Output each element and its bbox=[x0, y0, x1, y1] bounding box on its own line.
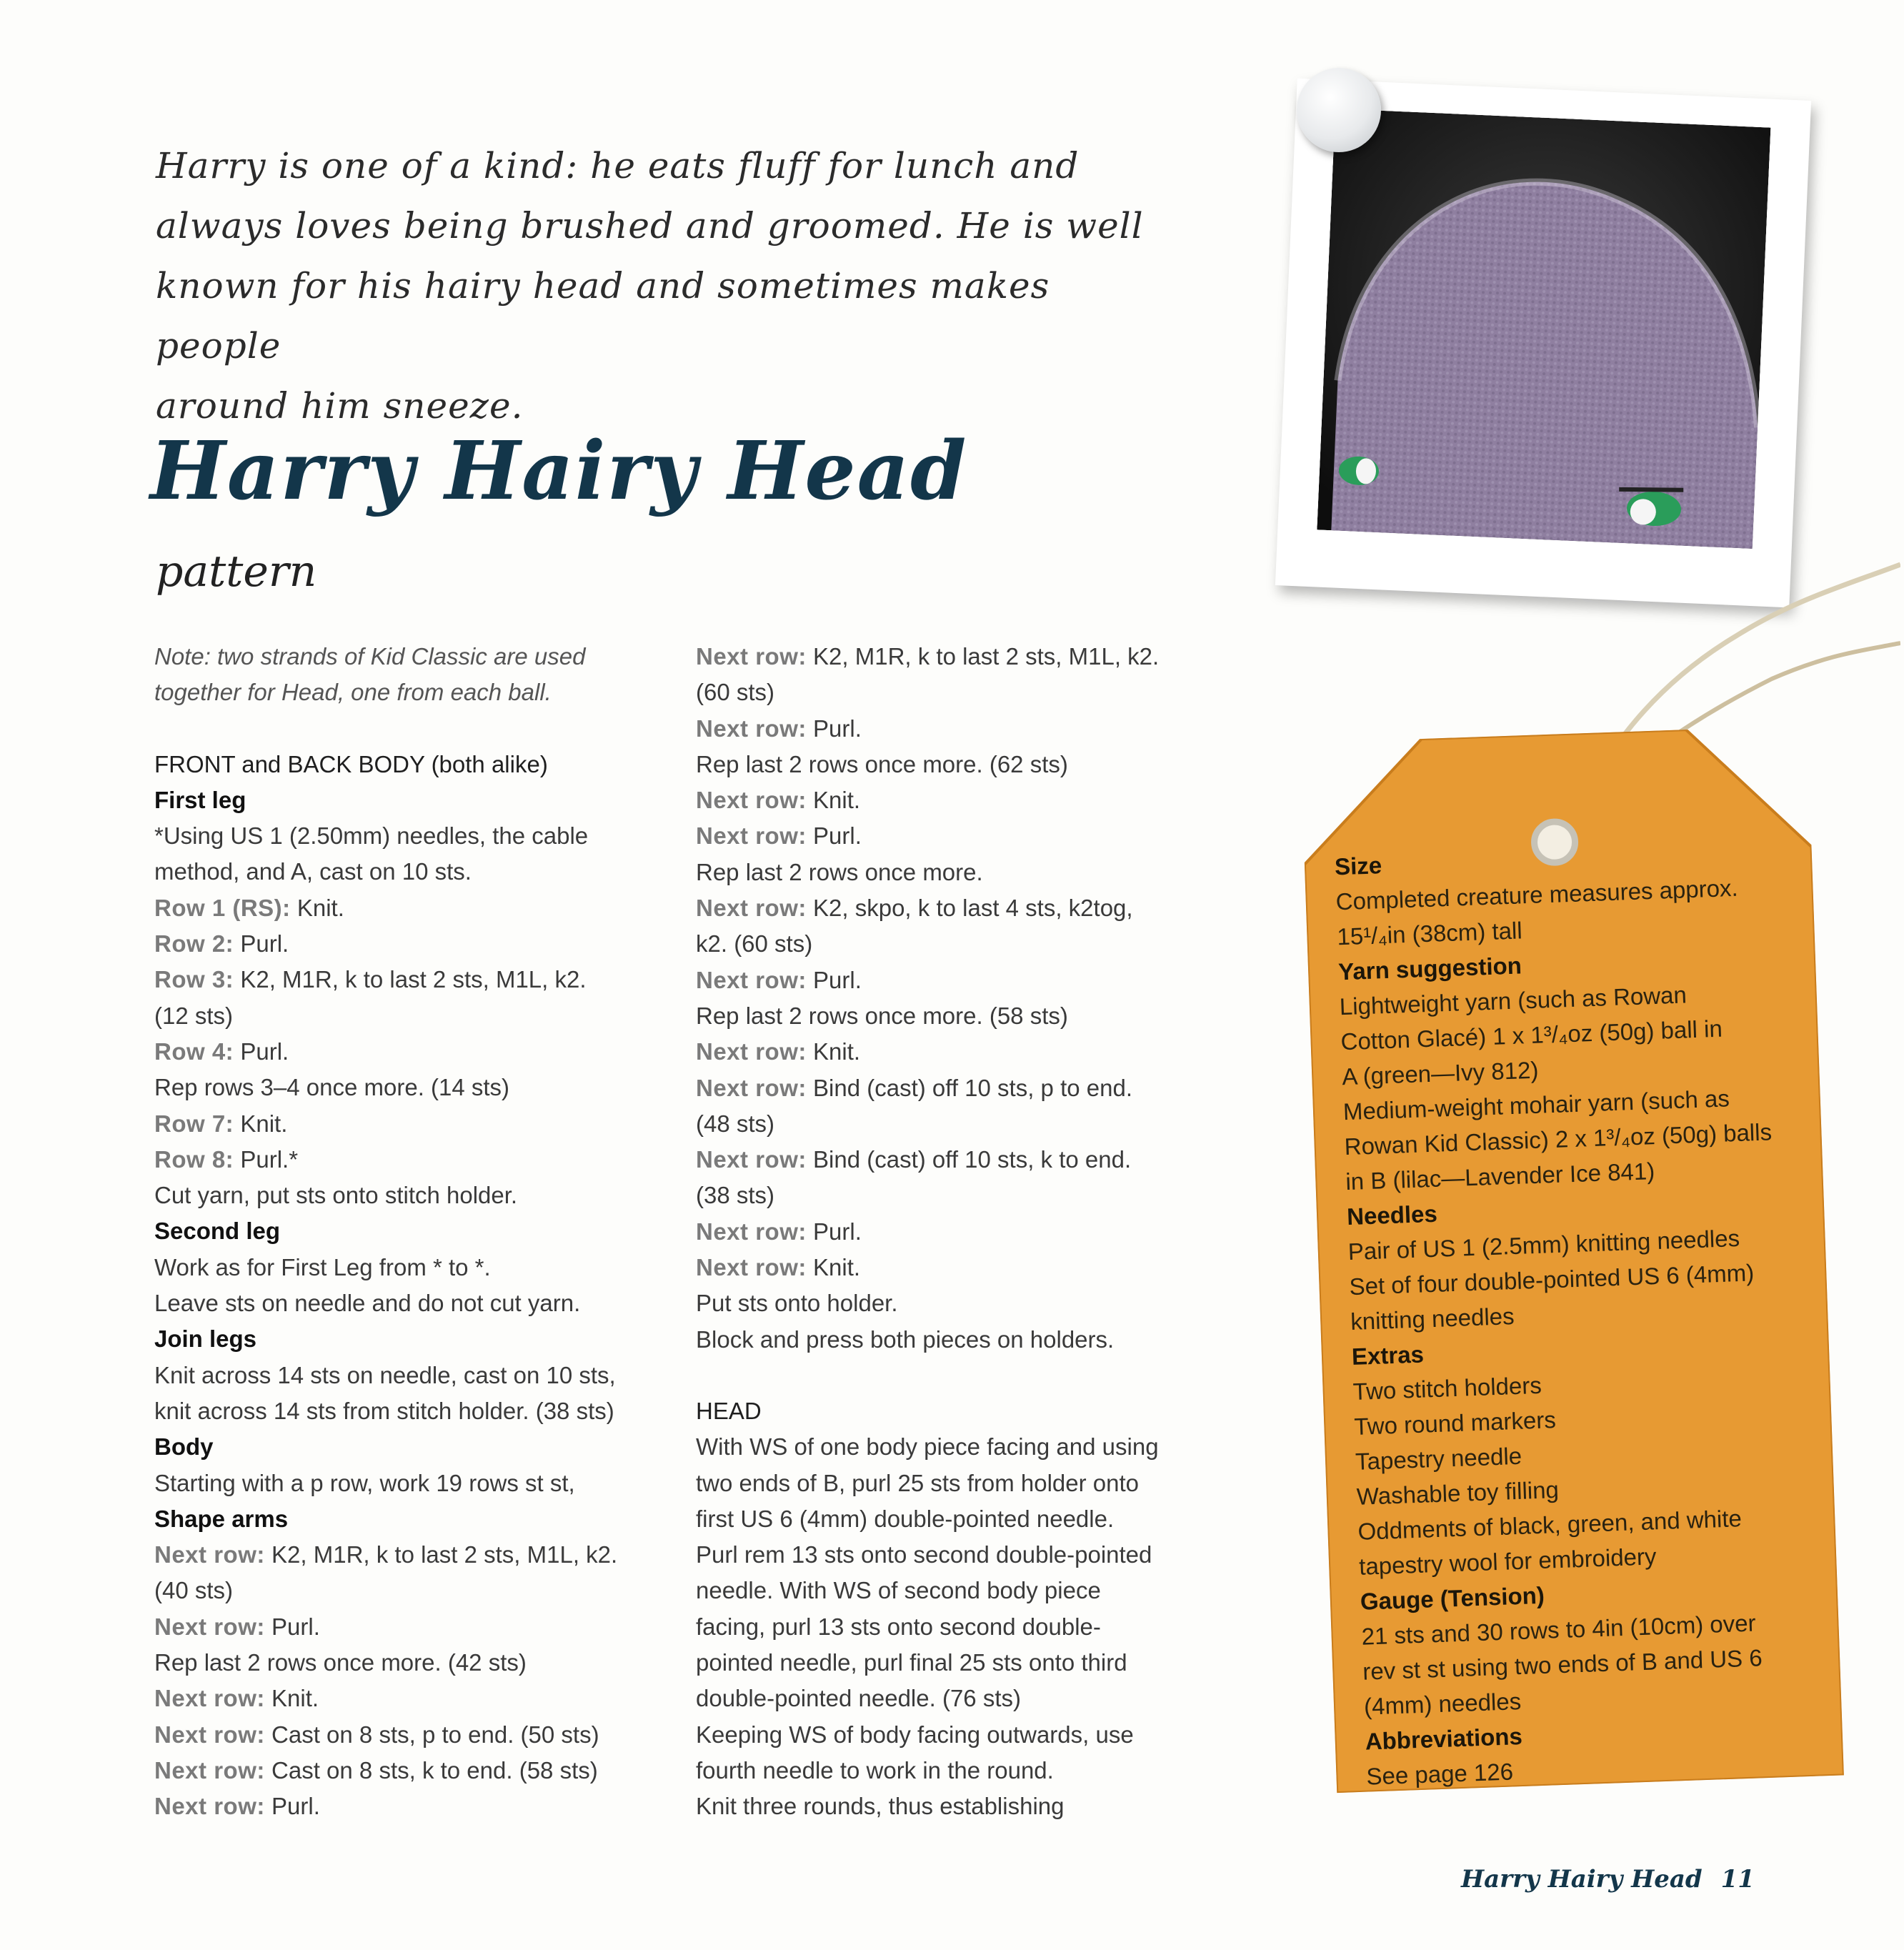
instruction-line bbox=[696, 1429, 1217, 1465]
row-text: Knit. bbox=[264, 1685, 319, 1712]
row-text: Purl rem 13 sts onto second double-pointed bbox=[696, 1541, 1152, 1568]
row-label: Next row: bbox=[696, 1038, 807, 1065]
row-label: Next row: bbox=[696, 822, 807, 850]
row-text: FRONT and BACK BODY (both alike) bbox=[154, 750, 548, 777]
instruction-line bbox=[696, 782, 1217, 818]
instruction-line bbox=[154, 1358, 676, 1393]
spacer bbox=[696, 1358, 1217, 1393]
instruction-line bbox=[696, 1142, 1217, 1178]
row-text: method, and A, cast on 10 sts. bbox=[154, 858, 472, 885]
tag-heading: Needles bbox=[1346, 1200, 1438, 1230]
instruction-line bbox=[696, 1034, 1217, 1070]
instruction-line bbox=[696, 1537, 1217, 1573]
row-label: Next row: bbox=[154, 1541, 265, 1568]
row-text: Join legs bbox=[154, 1325, 257, 1353]
spacer bbox=[154, 711, 676, 747]
instruction-line bbox=[696, 1789, 1217, 1824]
instruction-line bbox=[696, 1681, 1217, 1716]
row-label: Row 3: bbox=[154, 966, 234, 993]
instruction-line bbox=[696, 1322, 1217, 1358]
row-text: Starting with a p row, work 19 rows st st, bbox=[154, 1469, 575, 1496]
row-text: (40 sts) bbox=[154, 1577, 234, 1604]
row-text: Rep last 2 rows once more. (42 sts) bbox=[154, 1649, 527, 1676]
row-text: Block and press both pieces on holders. bbox=[696, 1325, 1115, 1353]
tag-line: tapestry wool for embroidery bbox=[1358, 1543, 1658, 1580]
row-text: Purl. bbox=[806, 715, 862, 742]
instruction-line bbox=[154, 1285, 676, 1321]
instructions-column-2 bbox=[696, 639, 1217, 1825]
row-label: Next row: bbox=[154, 1721, 265, 1748]
row-text: Body bbox=[154, 1433, 214, 1461]
row-text: two ends of B, purl 25 sts from holder onto bbox=[696, 1469, 1139, 1496]
tag-heading: Abbreviations bbox=[1365, 1723, 1523, 1755]
row-label: Row 4: bbox=[154, 1038, 234, 1065]
row-text: double-pointed needle. (76 sts) bbox=[696, 1685, 1021, 1712]
pattern-title: Harry Hairy Head bbox=[150, 424, 968, 518]
row-text: Knit. bbox=[806, 1038, 861, 1065]
row-text: Purl. bbox=[264, 1613, 320, 1640]
page-number: 11 bbox=[1720, 1865, 1755, 1894]
row-label: Next row: bbox=[154, 1613, 265, 1640]
row-text: Purl. bbox=[806, 1218, 862, 1245]
row-label: Next row: bbox=[154, 1685, 265, 1712]
tag-line: See page 126 bbox=[1365, 1758, 1514, 1790]
tag-line: in B (lilac—Lavender Ice 841) bbox=[1345, 1158, 1655, 1195]
tag-heading: Extras bbox=[1351, 1340, 1425, 1370]
tag-line: (4mm) needles bbox=[1363, 1688, 1522, 1720]
tag-line: Pair of US 1 (2.5mm) knitting needles bbox=[1347, 1224, 1740, 1265]
row-text: K2, M1R, k to last 2 sts, M1L, k2. bbox=[264, 1541, 618, 1568]
footer-title: Harry Hairy Head bbox=[1461, 1865, 1703, 1894]
instruction-line bbox=[696, 747, 1217, 782]
instruction-line bbox=[696, 1609, 1217, 1645]
instruction-line bbox=[154, 639, 676, 675]
instruction-line bbox=[696, 1214, 1217, 1250]
row-text: Purl. bbox=[806, 966, 862, 993]
row-label: Next row: bbox=[696, 966, 807, 993]
tag-line: Set of four double-pointed US 6 (4mm) bbox=[1348, 1259, 1755, 1300]
instruction-line bbox=[696, 1501, 1217, 1537]
instruction-line bbox=[696, 998, 1217, 1034]
instruction-line bbox=[696, 890, 1217, 926]
row-text: Knit. bbox=[290, 894, 344, 921]
row-text: Leave sts on needle and do not cut yarn. bbox=[154, 1290, 581, 1317]
row-label: Next row: bbox=[696, 895, 807, 922]
tag-line: Completed creature measures approx. bbox=[1335, 874, 1739, 915]
row-text: Purl. bbox=[234, 930, 289, 957]
tag-line: Lightweight yarn (such as Rowan bbox=[1339, 981, 1688, 1020]
section-heading bbox=[154, 1429, 676, 1465]
intro-line: always loves being brushed and groomed. He is well bbox=[156, 205, 1144, 247]
row-text: Purl. bbox=[806, 822, 862, 850]
row-text: First leg bbox=[154, 786, 246, 813]
row-text: Purl. bbox=[234, 1038, 289, 1065]
instruction-line bbox=[154, 1393, 676, 1429]
row-text: Shape arms bbox=[154, 1505, 289, 1532]
tag-line: Washable toy filling bbox=[1356, 1476, 1560, 1510]
row-text: Cut yarn, put sts onto stitch holder. bbox=[154, 1182, 518, 1209]
tag-line: A (green—Ivy 812) bbox=[1341, 1056, 1539, 1090]
instruction-line bbox=[696, 855, 1217, 890]
tag-line: Two stitch holders bbox=[1352, 1371, 1542, 1405]
instructions-column-1 bbox=[154, 639, 676, 1825]
instruction-line bbox=[154, 998, 676, 1034]
row-text: (38 sts) bbox=[696, 1182, 775, 1209]
row-text: first US 6 (4mm) double-pointed needle. bbox=[696, 1505, 1115, 1532]
row-label: Next row: bbox=[696, 1254, 807, 1281]
row-label: Next row: bbox=[154, 1793, 265, 1820]
instruction-line bbox=[696, 639, 1217, 675]
tag-line: Tapestry needle bbox=[1355, 1442, 1522, 1475]
row-text: k2. (60 sts) bbox=[696, 930, 813, 957]
row-label: Row 1 (RS): bbox=[154, 894, 291, 921]
row-text: fourth needle to work in the round. bbox=[696, 1756, 1054, 1784]
instruction-line bbox=[154, 1034, 676, 1070]
intro-text bbox=[156, 136, 1170, 436]
row-text: Work as for First Leg from * to *. bbox=[154, 1253, 491, 1280]
tag-line: Rowan Kid Classic) 2 x 1³/₄oz (50g) balls bbox=[1344, 1118, 1773, 1160]
instruction-line bbox=[696, 818, 1217, 854]
instruction-line bbox=[154, 890, 676, 926]
harry-head-illustration bbox=[1317, 109, 1770, 549]
instruction-line bbox=[154, 926, 676, 962]
row-text: Cast on 8 sts, p to end. (50 sts) bbox=[264, 1721, 599, 1748]
section-heading bbox=[154, 782, 676, 818]
row-text: Note: two strands of Kid Classic are used bbox=[154, 643, 586, 670]
intro-line: known for his hairy head and sometimes makes people bbox=[156, 265, 1050, 367]
row-text: Rep last 2 rows once more. (62 sts) bbox=[696, 750, 1068, 777]
instruction-line bbox=[154, 1466, 676, 1501]
row-label: Next row: bbox=[696, 643, 807, 670]
tag-heading: Yarn suggestion bbox=[1337, 952, 1522, 985]
row-text: Keeping WS of body facing outwards, use bbox=[696, 1721, 1134, 1748]
tag-line: rev st st using two ends of B and US 6 bbox=[1362, 1644, 1763, 1685]
row-text: pointed needle, purl final 25 sts onto third bbox=[696, 1649, 1127, 1676]
row-text: Knit across 14 sts on needle, cast on 10 sts, bbox=[154, 1361, 616, 1388]
tag-line: Cotton Glacé) 1 x 1³/₄oz (50g) ball in bbox=[1340, 1015, 1723, 1055]
section-heading bbox=[154, 1213, 676, 1249]
row-text: K2, skpo, k to last 4 sts, k2tog, bbox=[806, 895, 1133, 922]
row-text: Knit. bbox=[806, 787, 861, 814]
row-text: (60 sts) bbox=[696, 679, 775, 706]
tag-heading: Size bbox=[1334, 852, 1382, 880]
pushpin-icon bbox=[1297, 68, 1381, 152]
instruction-line bbox=[696, 1573, 1217, 1608]
tag-content bbox=[1334, 833, 1824, 1794]
instruction-line bbox=[696, 1466, 1217, 1501]
row-label: Next row: bbox=[696, 1074, 807, 1101]
row-text: Put sts onto holder. bbox=[696, 1290, 898, 1317]
row-text: Rep rows 3–4 once more. (14 sts) bbox=[154, 1074, 510, 1101]
row-text: knit across 14 sts from stitch holder. (38 sts) bbox=[154, 1397, 614, 1424]
instruction-line bbox=[696, 1070, 1217, 1106]
row-label: Next row: bbox=[696, 1146, 807, 1173]
tag-line: knitting needles bbox=[1350, 1303, 1515, 1335]
part-heading bbox=[154, 747, 676, 782]
row-text: (12 sts) bbox=[154, 1002, 234, 1029]
instruction-line bbox=[154, 1753, 676, 1789]
row-text: Knit. bbox=[234, 1110, 288, 1137]
row-text: (48 sts) bbox=[696, 1110, 775, 1137]
row-text: Second leg bbox=[154, 1218, 281, 1245]
part-heading bbox=[696, 1393, 1217, 1429]
instruction-line bbox=[154, 1537, 676, 1573]
row-text: With WS of one body piece facing and using bbox=[696, 1433, 1159, 1461]
row-text: Purl. bbox=[264, 1793, 320, 1820]
row-text: Bind (cast) off 10 sts, p to end. bbox=[806, 1074, 1132, 1101]
section-heading bbox=[154, 1321, 676, 1357]
harry-photo bbox=[1317, 109, 1770, 549]
instruction-line bbox=[154, 1789, 676, 1824]
row-label: Next row: bbox=[696, 715, 807, 742]
tag-line: Medium-weight mohair yarn (such as bbox=[1342, 1085, 1730, 1125]
row-text: facing, purl 13 sts onto second double- bbox=[696, 1613, 1101, 1640]
instruction-line bbox=[696, 962, 1217, 998]
instruction-line bbox=[696, 1178, 1217, 1213]
row-text: K2, M1R, k to last 2 sts, M1L, k2. bbox=[234, 966, 587, 993]
row-label: Next row: bbox=[696, 1218, 807, 1245]
row-text: Bind (cast) off 10 sts, k to end. bbox=[806, 1146, 1132, 1173]
row-text: Rep last 2 rows once more. (58 sts) bbox=[696, 1002, 1068, 1029]
instruction-line bbox=[154, 1717, 676, 1753]
tag-line: 21 sts and 30 rows to 4in (10cm) over bbox=[1361, 1609, 1757, 1650]
tag-line: Two round markers bbox=[1353, 1406, 1557, 1440]
instruction-line bbox=[154, 1681, 676, 1716]
instruction-line bbox=[696, 926, 1217, 962]
row-text: together for Head, one from each ball. bbox=[154, 679, 552, 706]
instruction-line bbox=[154, 854, 676, 890]
instruction-line bbox=[154, 1573, 676, 1608]
row-text: HEAD bbox=[696, 1397, 762, 1424]
row-text: Purl.* bbox=[234, 1145, 299, 1173]
instruction-line bbox=[154, 962, 676, 998]
tag-line: Oddments of black, green, and white bbox=[1357, 1505, 1743, 1545]
instruction-line bbox=[154, 675, 676, 710]
supplies-tag bbox=[1300, 725, 1844, 1793]
instruction-line bbox=[154, 1645, 676, 1681]
instruction-line bbox=[154, 1250, 676, 1285]
row-text: Knit three rounds, thus establishing bbox=[696, 1793, 1065, 1820]
instruction-line bbox=[696, 1753, 1217, 1789]
row-text: Rep last 2 rows once more. bbox=[696, 858, 983, 885]
instruction-line bbox=[696, 1717, 1217, 1753]
row-text: Knit. bbox=[806, 1254, 861, 1281]
instruction-line bbox=[154, 1142, 676, 1178]
instruction-line bbox=[696, 711, 1217, 747]
row-label: Row 2: bbox=[154, 930, 234, 957]
row-text: K2, M1R, k to last 2 sts, M1L, k2. bbox=[806, 643, 1160, 670]
row-label: Next row: bbox=[154, 1756, 265, 1784]
row-text: Cast on 8 sts, k to end. (58 sts) bbox=[264, 1756, 598, 1784]
row-text: needle. With WS of second body piece bbox=[696, 1577, 1101, 1604]
row-label: Next row: bbox=[696, 787, 807, 814]
pattern-subtitle: pattern bbox=[156, 547, 317, 597]
tag-heading: Gauge (Tension) bbox=[1360, 1581, 1545, 1615]
instruction-line bbox=[154, 818, 676, 854]
row-label: Row 7: bbox=[154, 1110, 234, 1137]
tag-line: 15¹/₄in (38cm) tall bbox=[1336, 917, 1523, 950]
intro-line: around him sneeze. bbox=[156, 385, 524, 427]
row-text: *Using US 1 (2.50mm) needles, the cable bbox=[154, 822, 589, 850]
instruction-line bbox=[696, 1250, 1217, 1285]
instruction-line bbox=[696, 1645, 1217, 1681]
intro-line: Harry is one of a kind: he eats fluff for lunch and bbox=[156, 145, 1080, 186]
instruction-line bbox=[696, 1285, 1217, 1321]
section-heading bbox=[154, 1501, 676, 1537]
instruction-line bbox=[154, 1178, 676, 1213]
instruction-line bbox=[696, 675, 1217, 710]
page-footer bbox=[1461, 1865, 1755, 1894]
instruction-line bbox=[154, 1070, 676, 1105]
row-label: Row 8: bbox=[154, 1145, 234, 1173]
instruction-line bbox=[154, 1609, 676, 1645]
instruction-line bbox=[154, 1106, 676, 1142]
instruction-line bbox=[696, 1106, 1217, 1142]
